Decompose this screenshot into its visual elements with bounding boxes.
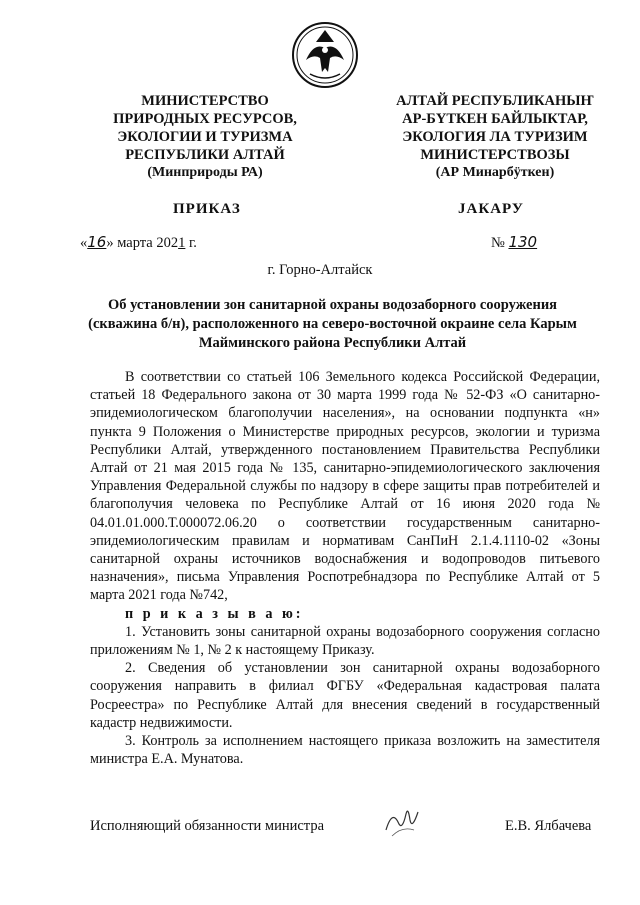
document-body — [90, 368, 600, 768]
ministry-short-name: (Минприроды РА) — [147, 165, 263, 180]
order-item-2: 2. Сведения об установлении зон санитарной охраны водозаборного сооружения направить в филиал ФГБУ «Федеральная кадастровая палата Росреестра» по Республике Алтай для внесения сведений в государственный кадастр недвижимости. — [90, 660, 600, 731]
date-year-digit: 1 — [178, 235, 186, 251]
order-item-1: 1. Установить зоны санитарной охраны водозаборного сооружения согласно приложениям № 1, № 2 к настоящему Приказу. — [90, 623, 600, 659]
ministry-name-line: МИНИСТЕРСТВО — [141, 93, 269, 109]
order-number — [491, 233, 537, 252]
title-line: (скважина б/н), расположенного на северо-восточной окраине села Карым — [88, 316, 577, 332]
order-item-3: 3. Контроль за исполнением настоящего приказа возложить на заместителя министра Е.А. Мунатова. — [90, 733, 600, 768]
number-handwritten: 130 — [508, 233, 538, 251]
document-title — [70, 296, 595, 353]
ministry-name-line: ЭКОЛОГИИ И ТУРИЗМА — [117, 129, 293, 145]
doc-type-alt: JАКАРУ — [458, 201, 524, 217]
doc-type-ru: ПРИКАЗ — [173, 201, 241, 217]
preamble-paragraph: В соответствии со статьей 106 Земельного кодекса Российской Федерации, статьей 18 Федерального закона от 30 марта 1999 года № 52-ФЗ «О санитарно-эпидемиологическом благополучии населения», на основании подпункта «н» пункта 9 Положения о Министерстве природных ресурсов, экологии и туризма Республики Алтай, утвержденного постановлением Правительства Республики Алтай от 21 мая 2015 года № 135, санитарно-эпидемиологического заключения Управления Федеральной службы по надзору в сфере защиты прав потребителей и благополучия человека по Республике Алтай от 16 июня 2020 года № 04.01.01.000.Т.000072.06.20 о соответствии государственным санитарно-эпидемиологическим правилам и нормативам СанПиН 2.1.4.1110-02 «Зоны санитарной охраны источников водоснабжения и водопроводов питьевого назначения», письма Управления Роспотребнадзора по Республике Алтай от 5 марта 2021 года №742, — [90, 369, 600, 604]
ministry-name-line: АЛТАЙ РЕСПУБЛИКАНЫҤ — [396, 93, 594, 109]
date-open-quote: « — [80, 235, 88, 251]
handwritten-signature-icon — [378, 800, 428, 840]
date-month-year: » марта 202 — [106, 235, 179, 251]
ministry-short-name: (АР Минарбӱткен) — [435, 165, 555, 180]
ministry-name-line: МИНИСТЕРСТВОЗЫ — [420, 147, 570, 163]
ministry-name-line: РЕСПУБЛИКИ АЛТАЙ — [125, 147, 285, 163]
ministry-header-ru — [90, 92, 320, 182]
order-word: п р и к а з ы в а ю: — [125, 605, 304, 622]
signatory-position: Исполняющий обязанности министра — [90, 818, 325, 834]
title-line: Об установлении зон санитарной охраны водозаборного сооружения — [107, 297, 558, 313]
title-line: Майминского района Республики Алтай — [198, 335, 467, 351]
date-suffix: г. — [185, 235, 197, 251]
altai-republic-emblem-icon — [290, 20, 360, 90]
ministry-name-line: АР-БҮТКЕН БАЙЛЫКТАР, — [402, 111, 588, 127]
order-date — [80, 233, 197, 252]
number-prefix: № — [491, 235, 505, 251]
ministry-header-alt — [380, 92, 610, 182]
signatory-name: Е.В. Ялбачева — [505, 818, 592, 834]
city: г. Горно-Алтайск — [267, 262, 373, 278]
ministry-name-line: ЭКОЛОГИЯ ЛА ТУРИЗИМ — [402, 129, 588, 145]
date-day-handwritten: 16 — [87, 233, 107, 251]
ministry-name-line: ПРИРОДНЫХ РЕСУРСОВ, — [113, 111, 297, 127]
